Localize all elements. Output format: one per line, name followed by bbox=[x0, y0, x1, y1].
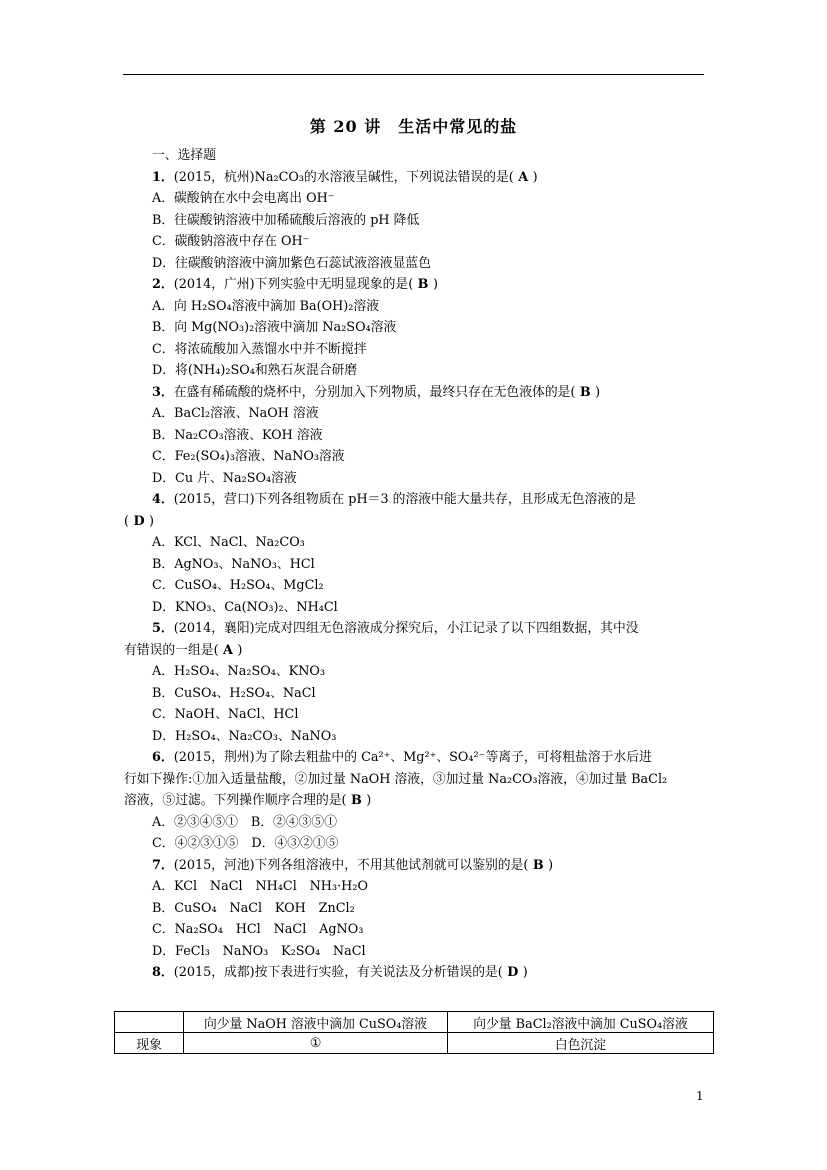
option-line bbox=[152, 188, 724, 210]
option-line bbox=[152, 446, 724, 468]
answer-letter: B bbox=[528, 857, 549, 873]
question-number: 4． bbox=[152, 492, 174, 507]
question-number: 3． bbox=[152, 384, 174, 400]
section-heading: 一、选择题 bbox=[152, 148, 216, 163]
table-cell: 向少量 BaCl₂溶液中滴加 CuSO₄溶液 bbox=[448, 1012, 714, 1033]
close-paren: ) bbox=[366, 793, 372, 808]
line-text: (2015，成都)按下表进行实验，有关说法及分析错误的是( bbox=[173, 965, 503, 980]
answer-letter: D bbox=[129, 513, 150, 529]
line-text: 有错误的一组是( bbox=[124, 642, 219, 658]
line-text: D．将(NH₄)₂SO₄和熟石灰混合研磨 bbox=[152, 363, 358, 378]
option-line bbox=[152, 296, 724, 318]
question-line bbox=[124, 640, 724, 662]
table-cell bbox=[115, 1012, 184, 1033]
option-line bbox=[152, 360, 724, 382]
answer-letter: D bbox=[502, 965, 523, 980]
line-text: (2015，河池)下列各组溶液中，不用其他试剂就可以鉴别的是( bbox=[173, 857, 529, 873]
line-text: D．Cu 片、Na₂SO₄溶液 bbox=[152, 470, 297, 486]
line-text: 溶液，⑤过滤。下列操作顺序合理的是( bbox=[124, 793, 347, 808]
line-text: A．KCl、NaCl、Na₂CO₃ bbox=[152, 535, 305, 550]
option-line bbox=[152, 919, 724, 941]
line-text: D．往碳酸钠溶液中滴加紫色石蕊试液溶液显蓝色 bbox=[152, 255, 431, 271]
close-paren: ) bbox=[149, 513, 155, 529]
line-text: (2014，襄阳)完成对四组无色溶液成分探究后，小江记录了以下四组数据，其中没 bbox=[173, 621, 639, 636]
line-text: (2015，杭州)Na₂CO₃的水溶液呈碱性，下列说法错误的是( bbox=[173, 169, 514, 185]
option-line bbox=[152, 253, 724, 275]
header-rule bbox=[123, 74, 704, 75]
close-paren: ) bbox=[237, 642, 243, 658]
line-text: B．AgNO₃、NaNO₃、HCl bbox=[152, 556, 315, 572]
table-row bbox=[115, 1033, 714, 1054]
option-line bbox=[152, 554, 724, 576]
line-text: A．向 H₂SO₄溶液中滴加 Ba(OH)₂溶液 bbox=[152, 298, 380, 314]
line-text: C．将浓硫酸加入蒸馏水中并不断搅拌 bbox=[152, 341, 367, 357]
answer-letter: B bbox=[575, 384, 596, 400]
line-text: (2015，荆州)为了除去粗盐中的 Ca²⁺、Mg²⁺、SO₄²⁻等离子，可将粗盐溶于水后进 bbox=[173, 750, 652, 765]
option-line bbox=[152, 339, 724, 361]
question-line bbox=[152, 747, 724, 769]
question-list bbox=[124, 145, 724, 984]
line-text: 在盛有稀硫酸的烧杯中，分别加入下列物质，最终只存在无色液体的是( bbox=[173, 384, 576, 400]
option-line bbox=[152, 468, 724, 490]
line-text: B．Na₂CO₃溶液、KOH 溶液 bbox=[152, 427, 323, 443]
line-text: B．CuSO₄ NaCl KOH ZnCl₂ bbox=[152, 900, 355, 916]
question-number: 7． bbox=[152, 857, 174, 873]
answer-letter: B bbox=[413, 277, 433, 292]
answer-letter: A bbox=[218, 642, 238, 658]
experiment-table bbox=[114, 1011, 714, 1054]
option-line bbox=[152, 575, 724, 597]
line-text: B．往碳酸钠溶液中加稀硫酸后溶液的 pH 降低 bbox=[152, 212, 420, 228]
question-number: 1． bbox=[152, 169, 174, 185]
close-paren: ) bbox=[548, 857, 554, 873]
line-text: D．H₂SO₄、Na₂CO₃、NaNO₃ bbox=[152, 728, 337, 744]
option-line bbox=[152, 941, 724, 963]
close-paren: ) bbox=[522, 965, 528, 980]
page-number: 1 bbox=[696, 1089, 704, 1103]
option-line bbox=[152, 532, 724, 554]
option-line bbox=[152, 210, 724, 232]
table-cell: 向少量 NaOH 溶液中滴加 CuSO₄溶液 bbox=[184, 1012, 448, 1033]
option-line bbox=[152, 317, 724, 339]
line-text: C．碳酸钠溶液中存在 OH⁻ bbox=[152, 234, 310, 249]
table-cell: ① bbox=[184, 1033, 448, 1054]
line-text: A．②③④⑤① B．②④③⑤① bbox=[152, 814, 338, 830]
close-paren: ) bbox=[532, 169, 538, 185]
line-text: (2015，营口)下列各组物质在 pH＝3 的溶液中能大量共存，且形成无色溶液的是 bbox=[173, 492, 636, 507]
question-line bbox=[152, 167, 724, 189]
question-line bbox=[152, 274, 724, 296]
answer-letter: A bbox=[513, 169, 533, 185]
question-line bbox=[152, 855, 724, 877]
line-text: 行如下操作:①加入适量盐酸，②加过量 NaOH 溶液，③加过量 Na₂CO₃溶液，④加过量 BaCl₂ bbox=[124, 771, 668, 787]
page-title: 第 20 讲 生活中常见的盐 bbox=[309, 117, 518, 136]
question-line bbox=[124, 511, 724, 533]
answer-letter: B bbox=[346, 793, 367, 808]
line-text: D．KNO₃、Ca(NO₃)₂、NH₄Cl bbox=[152, 599, 338, 615]
line-text: A．BaCl₂溶液、NaOH 溶液 bbox=[152, 406, 319, 421]
option-line bbox=[152, 876, 724, 898]
option-line bbox=[152, 425, 724, 447]
question-line bbox=[152, 962, 724, 984]
option-line bbox=[152, 683, 724, 705]
option-line bbox=[152, 403, 724, 425]
question-line bbox=[152, 489, 724, 511]
line-text: C．CuSO₄、H₂SO₄、MgCl₂ bbox=[152, 578, 324, 593]
line-text: A．KCl NaCl NH₄Cl NH₃·H₂O bbox=[152, 879, 368, 894]
line-text: C．Fe₂(SO₄)₃溶液、NaNO₃溶液 bbox=[152, 449, 345, 464]
line-text: D．FeCl₃ NaNO₃ K₂SO₄ NaCl bbox=[152, 943, 366, 959]
option-line bbox=[152, 231, 724, 253]
table-cell: 白色沉淀 bbox=[448, 1033, 714, 1054]
option-line bbox=[152, 898, 724, 920]
question-line bbox=[152, 618, 724, 640]
line-text: A．H₂SO₄、Na₂SO₄、KNO₃ bbox=[152, 664, 326, 679]
option-line bbox=[152, 833, 724, 855]
line-text: ( bbox=[124, 513, 129, 529]
line-text: A．碳酸钠在水中会电离出 OH⁻ bbox=[152, 191, 335, 206]
option-line bbox=[152, 812, 724, 834]
question-line bbox=[124, 769, 724, 791]
line-text: C．NaOH、NaCl、HCl bbox=[152, 707, 299, 722]
question-number: 5． bbox=[152, 621, 174, 636]
question-number: 6． bbox=[152, 750, 174, 765]
line-text: B．CuSO₄、H₂SO₄、NaCl bbox=[152, 685, 316, 701]
option-line bbox=[152, 661, 724, 683]
question-number: 8． bbox=[152, 965, 174, 980]
table-cell: 现象 bbox=[115, 1033, 184, 1054]
close-paren: ) bbox=[432, 277, 438, 292]
option-line bbox=[152, 726, 724, 748]
question-line bbox=[124, 790, 724, 812]
option-line bbox=[152, 704, 724, 726]
question-line bbox=[152, 382, 724, 404]
table-header-row bbox=[115, 1012, 714, 1033]
line-text: B．向 Mg(NO₃)₂溶液中滴加 Na₂SO₄溶液 bbox=[152, 320, 397, 335]
close-paren: ) bbox=[595, 384, 601, 400]
line-text: C．④②③①⑤ D．④③②①⑤ bbox=[152, 836, 339, 851]
line-text: (2014，广州)下列实验中无明显现象的是( bbox=[173, 277, 414, 292]
question-number: 2． bbox=[152, 277, 174, 292]
option-line bbox=[152, 597, 724, 619]
line-text: C．Na₂SO₄ HCl NaCl AgNO₃ bbox=[152, 922, 364, 937]
